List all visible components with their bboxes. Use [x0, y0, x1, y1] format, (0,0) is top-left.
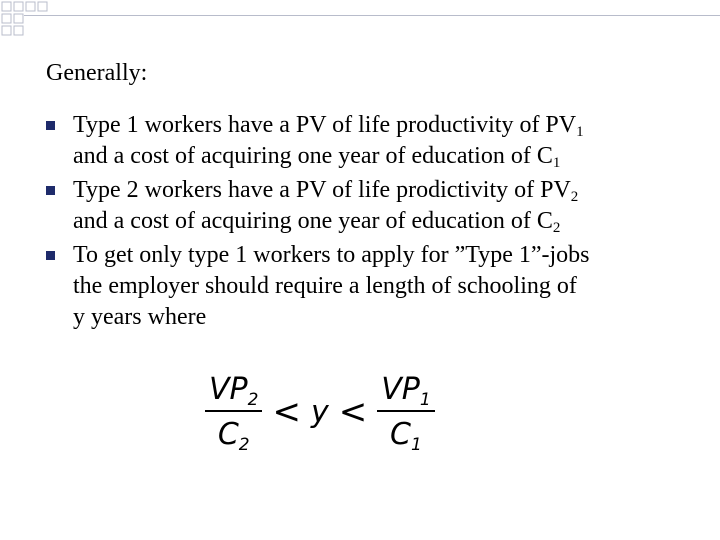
right-denominator: $C_1$	[390, 417, 422, 455]
square-bullet-icon	[46, 251, 55, 260]
bullet-line: the employer should require a length of schooling of	[73, 273, 577, 299]
right-numerator: $VP_1$	[381, 372, 431, 410]
bullet-item-schooling	[46, 240, 696, 333]
less-than-symbol: <	[272, 392, 301, 432]
inequality-formula	[203, 372, 437, 455]
slide-subtitle: Generally:	[46, 60, 148, 86]
bullet-item-type1	[46, 110, 696, 172]
bullet-line: y years where	[73, 304, 207, 330]
left-numerator: $VP_2$	[209, 372, 259, 410]
bullet-line: To get only type 1 workers to apply for ”Type 1”-jobs	[73, 242, 590, 268]
bullet-line: Type 2 workers have a PV of life prodictivity of $PV_2$	[73, 177, 579, 205]
bullet-item-type2	[46, 175, 696, 237]
bullet-line: Type 1 workers have a PV of life productivity of $PV_1$	[73, 112, 584, 140]
left-denominator: $C_2$	[217, 417, 250, 455]
left-fraction	[203, 372, 264, 455]
less-than-symbol: <	[338, 392, 368, 432]
square-bullet-icon	[46, 186, 55, 195]
variable-y: y	[310, 394, 329, 430]
bullet-line: and a cost of acquiring one year of education of $C_1$	[73, 143, 561, 171]
square-bullet-icon	[46, 121, 55, 130]
bullet-line: and a cost of acquiring one year of education of $C_2$	[73, 208, 561, 236]
bullet-list	[46, 110, 696, 336]
right-fraction	[375, 372, 436, 455]
header-rule	[24, 15, 720, 16]
corner-decoration	[0, 0, 60, 45]
